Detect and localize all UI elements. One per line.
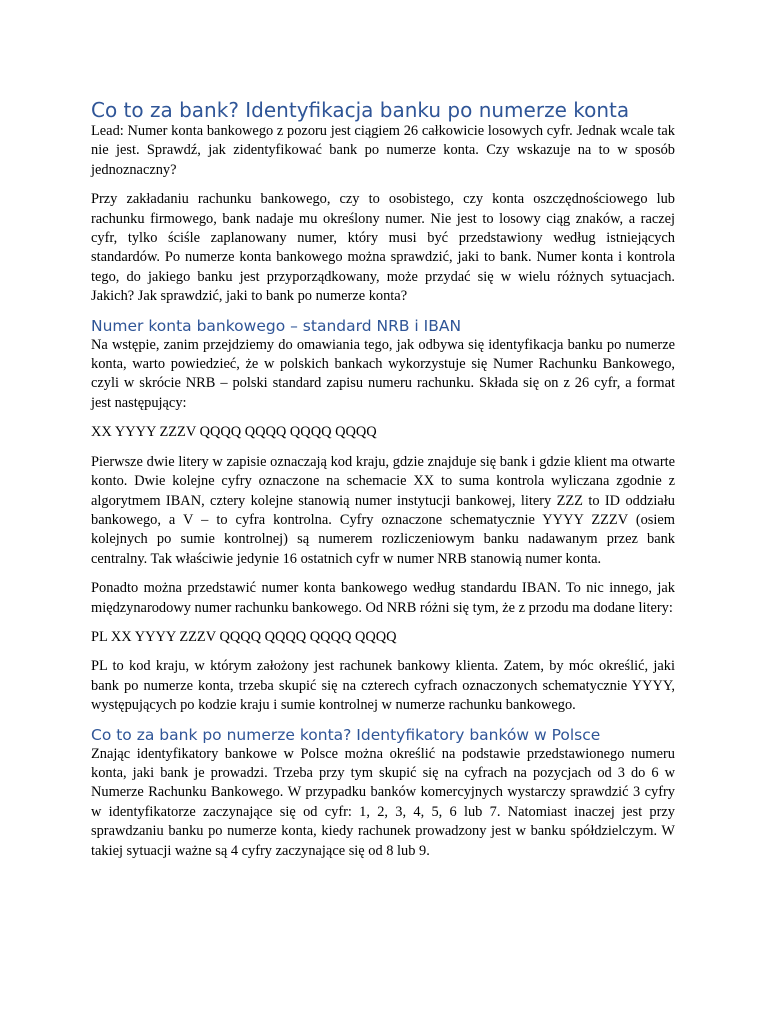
intro-paragraph: Przy zakładaniu rachunku bankowego, czy to osobistego, czy konta oszczędnościowego lub rachunku firmowego, bank nadaje mu określony numer. Nie jest to losowy ciąg znaków, a raczej cyfr, tylko ściśle zaplanowany numer, który musi być przedstawiony według istniejących standardów. Po numerze konta bankowego można sprawdzić, jaki to bank. Numer konta i kontrola tego, do jakiego banku jest przyporządkowany, może przydać się w wielu różnych sytuacjach. Jakich? Jak sprawdzić, jaki to bank po numerze konta? (91, 191, 675, 305)
bank-identifiers-paragraph: Znając identyfikatory bankowe w Polsce można określić na podstawie przedstawionego numeru konta, jaki bank je prowadzi. Trzeba przy tym skupić się na cyfrach na pozycjach od 3 do 6 w Numerze Rachunku Bankowego. W przypadku banków komercyjnych wystarczy sprawdzić 3 cyfry w identyfikatorze zaczynające się od cyfr: 1, 2, 3, 4, 5, 6 lub 7. Natomiast inaczej jest przy sprawdzaniu banku po numerze konta, kiedy rachunek prowadzony jest w banku spółdzielczym. W takiej sytuacji ważne są 4 cyfry zaczynające się od 8 lub 9. (91, 745, 675, 859)
nrb-explanation-paragraph: Pierwsze dwie litery w zapisie oznaczają kod kraju, gdzie znajduje się bank i gdzie klient ma otwarte konto. Dwie kolejne cyfry oznaczone na schemacie XX to suma kontrola wyliczana zgodnie z algorytmem IBAN, cztery kolejne stanowią numer instytucji bankowej, litery ZZZ to ID oddziału bankowego, a V – to cyfra kontrolna. Cyfry oznaczone schematycznie YYYY ZZZV (osiem kolejnych po sumie kontrolnej) są numerem rozliczeniowym banku nadawanym przez bank centralny. Tak właściwie jedynie 16 ostatnich cyfr w numer NRB stanowią numer konta. (91, 453, 675, 567)
nrb-intro-paragraph: Na wstępie, zanim przejdziemy do omawiania tego, jak odbywa się identyfikacja banku po numerze konta, warto powiedzieć, że w polskich bankach wykorzystuje się Numer Rachunku Bankowego, czyli w skrócie NRB – polski standard zapisu numeru rachunku. Składa się on z 26 cyfr, a format jest następujący: (91, 336, 675, 411)
iban-format: PL XX YYYY ZZZV QQQQ QQQQ QQQQ QQQQ (91, 628, 397, 645)
nrb-format: XX YYYY ZZZV QQQQ QQQQ QQQQ QQQQ (91, 424, 377, 441)
iban-explanation-paragraph: PL to kod kraju, w którym założony jest rachunek bankowy klienta. Zatem, by móc określić, jaki bank po numerze konta, trzeba skupić się na czterech cyfrach oznaczonych schematycznie YYYY, występujących po kodzie kraju i sumie kontrolnej w numerze rachunku bankowego. (91, 658, 675, 714)
section-heading-nrb-iban: Numer konta bankowego – standard NRB i IBAN (91, 316, 462, 335)
lead-paragraph: Lead: Numer konta bankowego z pozoru jest ciągiem 26 całkowicie losowych cyfr. Jednak wcale tak nie jest. Sprawdź, jak zidentyfikować bank po numerze konta. Czy wskazuje na to w sposób jednoznaczny? (91, 123, 675, 178)
document-page (91, 98, 675, 871)
section-heading-bank-identifiers: Co to za bank po numerze konta? Identyfikatory banków w Polsce (91, 725, 601, 744)
document-title: Co to za bank? Identyfikacja banku po numerze konta (91, 98, 630, 122)
iban-intro-paragraph: Ponadto można przedstawić numer konta bankowego według standardu IBAN. To nic innego, jak międzynarodowy numer rachunku bankowego. Od NRB różni się tym, że z przodu ma dodane litery: (91, 580, 675, 616)
